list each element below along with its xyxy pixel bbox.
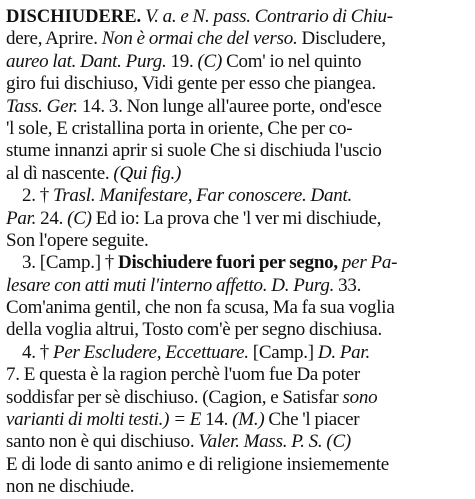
text-line (6, 431, 467, 453)
text-line (6, 409, 467, 431)
text-line (6, 364, 467, 386)
text-segment: soddisfar per sè dischiuso. (Cagion, e Satisfar (6, 386, 343, 408)
text-segment: non ne dischiude. (6, 476, 135, 498)
text-line (6, 73, 467, 95)
text-segment: Che 'l piacer (264, 409, 360, 431)
text-line (6, 230, 467, 252)
text-segment: (C) (197, 50, 223, 72)
text-segment: Dischiudere fuori per segno, (118, 252, 338, 274)
text-segment: Chiu- (350, 6, 393, 27)
text-segment: Non è ormai che del verso. (101, 28, 298, 50)
text-segment: D. Par. (317, 341, 370, 363)
text-line (6, 342, 467, 364)
text-segment: V. a. e N. pass. Contrario di (141, 6, 351, 27)
text-line (6, 118, 467, 140)
text-line (6, 252, 467, 274)
text-segment: E di lode di santo animo e di religione insiememente (6, 453, 389, 475)
text-segment: Discludere, (297, 28, 386, 50)
text-segment: 14. 3. Non lunge all'auree porte, ond'esce (77, 95, 382, 117)
text-segment: 33. (334, 274, 362, 296)
text-segment: Son l'opere seguite. (6, 229, 149, 251)
text-line (6, 185, 467, 207)
text-segment: (M.) (232, 409, 265, 431)
text-segment: della voglia altrui, Tosto com'è per segno dischiusa. (6, 319, 382, 341)
text-line (6, 319, 467, 341)
text-line (6, 140, 467, 162)
text-line (6, 163, 467, 185)
text-segment: 7. E questa è la ragion perchè l'uom fue Da poter (6, 364, 360, 386)
text-segment: santo non è qui dischiuso. (6, 431, 199, 453)
text-segment: Par. (6, 207, 37, 229)
text-line (6, 96, 467, 118)
text-line (6, 28, 467, 50)
text-segment: [Camp.] (248, 341, 318, 363)
text-line (6, 51, 467, 73)
text-segment: lesare con atti muti l'interno affetto. D. Purg. (6, 274, 335, 296)
text-segment: 24. (36, 207, 68, 229)
text-segment: stume innanzi aprir si suole Che si dischiuda l'uscio (6, 140, 382, 162)
text-segment: dere, Aprire. (6, 28, 102, 50)
text-segment: aureo lat. Dant. Purg. (6, 50, 167, 72)
text-line (6, 208, 467, 230)
text-segment: varianti di molti testi.) = E (6, 409, 202, 431)
text-segment: Com' io nel quinto (222, 50, 362, 72)
text-segment: 3. [Camp.] † (6, 252, 119, 274)
text-line (6, 297, 467, 319)
text-segment: 'l sole, E cristallina porta in oriente, Che per co- (6, 117, 353, 139)
text-segment: Valer. Mass. P. S. (C) (198, 431, 351, 453)
text-line (6, 275, 467, 297)
text-segment: sono (342, 386, 378, 408)
text-segment: Per Escludere, Eccettuare. (53, 341, 249, 363)
text-segment: giro fui dischiuso, Vidi gente per esso che piangea. (6, 73, 376, 95)
text-segment: 14. (201, 409, 233, 431)
text-segment: Com'anima gentil, che non fa scusa, Ma fa sua voglia (6, 297, 395, 319)
text-line (6, 6, 467, 28)
text-segment: 19. (166, 50, 198, 72)
text-segment: 2. † (6, 185, 53, 207)
text-segment: Tass. Ger. (6, 95, 78, 117)
text-segment: 4. † (6, 341, 53, 363)
text-segment: (Qui fig.) (113, 162, 182, 184)
text-segment: (C) (67, 207, 92, 229)
text-segment: al dì nascente. (6, 162, 114, 184)
text-segment: Ed io: La prova che 'l ver mi dischiude, (91, 207, 382, 229)
text-segment: DISCHIUDERE. (6, 7, 142, 27)
text-line (6, 476, 467, 498)
text-segment: Trasl. Manifestare, Far conoscere. Dant. (53, 185, 353, 207)
text-segment: per Pa- (337, 252, 398, 274)
text-line (6, 387, 467, 409)
